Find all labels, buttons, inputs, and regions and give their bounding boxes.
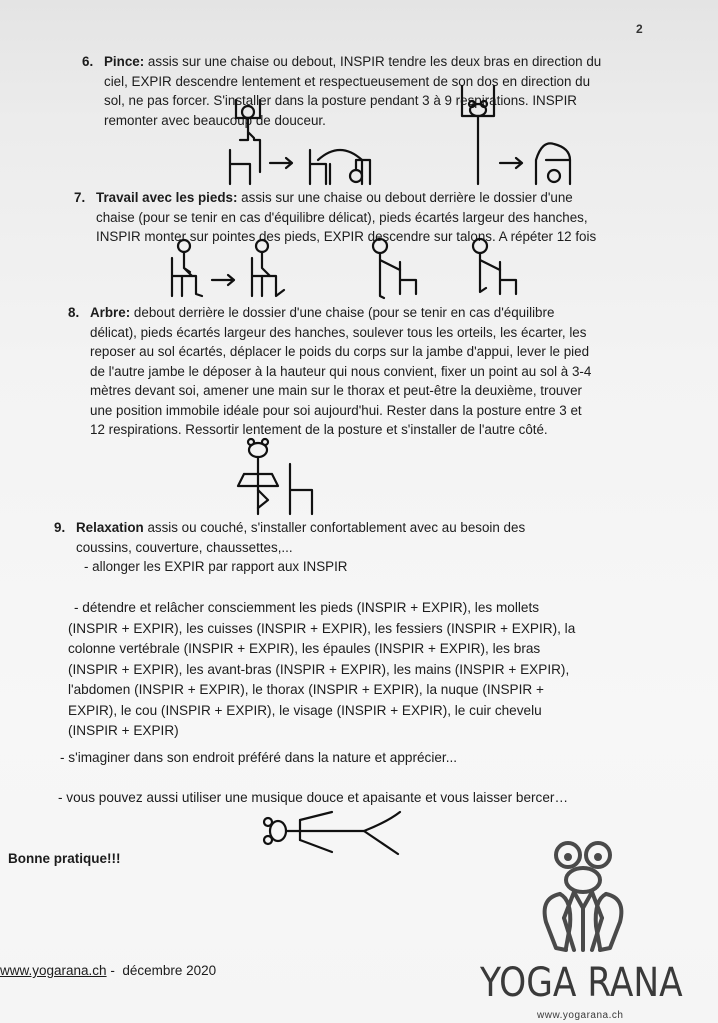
exercise-text: 12 respirations. Ressortir lentement de la posture et s'installer de l'autre côté. [90,422,548,437]
paragraph-line: EXPIR), le cou (INSPIR + EXPIR), le visage (INSPIR + EXPIR), le cuir chevelu [68,702,542,718]
music-line: - vous pouvez aussi utiliser une musique douce et apaisante et vous laisser bercer… [58,790,569,805]
pince-illustration [230,100,570,190]
exercise-number: 8. [68,305,80,320]
exercise-text: reposer au sol écartés, déplacer le poids du corps sur la jambe d'appui, lever le pied [90,344,590,359]
arrow-icon [212,275,234,285]
exercise-text: chaise (pour se tenir en cas d'équilibre délicat), pieds écartés largeur des hanches, [96,209,588,225]
page-number: 2 [636,22,643,36]
exercise-number: 7. [74,190,86,205]
seated-figure-arms-up [230,100,260,184]
exercise-7 [74,188,597,247]
lying-frog-figure [264,812,400,854]
standing-figure-tiptoe [473,239,516,294]
exercise-text: INSPIR monter sur pointes des pieds, EXPIR descendre sur talons. A répéter 12 fois [96,229,597,244]
logo-url: www.yogarana.ch [537,1010,624,1021]
exercise-text: coussins, couverture, chaussettes,... [76,539,293,555]
standing-figure-flat-feet [373,239,416,298]
exercise-title: Arbre: [90,305,131,320]
footer-date: décembre 2020 [122,963,217,978]
tree-pose-frog-figure [238,439,278,514]
seated-figure-folded [310,150,370,184]
exercise-text: remonter avec beaucoup de douceur. [104,112,326,128]
imagine-line: - s'imaginer dans son endroit préféré dans la nature et apprécier... [60,750,458,765]
paragraph-line: colonne vertébrale (INSPIR + EXPIR), les épaules (INSPIR + EXPIR), les bras [68,641,541,656]
arrow-icon [500,158,522,168]
exercise-number: 9. [54,520,66,535]
exercise-text: sol, ne pas forcer. S'installer dans la posture pendant 3 à 9 respirations. INSPIR [104,93,577,108]
frog-icon [540,838,640,956]
exercise-number: 6. [82,54,94,69]
arrow-icon [270,158,292,168]
seated-figure-flat-feet [172,240,202,296]
tree-pose-illustration [238,438,328,518]
exercise-title: Travail avec les pieds: [96,190,238,205]
exercise-text: - allonger les EXPIR par rapport aux INSPIR [84,559,348,574]
standing-figure-folded [536,143,570,184]
paragraph-line: (INSPIR + EXPIR) [68,723,179,738]
paragraph-line: (INSPIR + EXPIR), les cuisses (INSPIR + EXPIR), les fessiers (INSPIR + EXPIR), la [68,620,576,636]
relaxation-paragraph [68,598,575,742]
exercise-text: ciel, EXPIR descendre lentement et respectueusement de son dos en direction du [104,73,591,89]
exercise-text: une position immobile idéale pour soi aujourd'hui. Rester dans la posture entre 3 et [90,402,582,418]
standing-figure-arms-up [462,86,494,184]
exercise-text: debout derrière le dossier d'une chaise (pour se tenir en cas d'équilibre [133,305,555,320]
seated-figure-tiptoe [252,240,284,296]
footer [0,963,216,978]
exercise-8 [68,303,592,440]
logo-name: YOGA RANA [480,960,683,1006]
chair [290,464,312,514]
exercise-text: assis sur une chaise ou debout derrière le dossier d'une [241,190,573,205]
exercise-9 [54,518,526,577]
paragraph-line: l'abdomen (INSPIR + EXPIR), le thorax (INSPIR + EXPIR), la nuque (INSPIR + [68,682,544,697]
exercise-text: mètres devant soi, amener une main sur le thorax et peut-être la deuxième, trouver [90,383,582,398]
exercise-text: assis ou couché, s'installer confortablement avec au besoin des [143,520,526,535]
exercise-text: de l'autre jambe le déposer à la hauteur qui nous convient, fixer un point au sol à 3-4 [90,363,592,379]
paragraph-line: - détendre et relâcher consciemment les pieds (INSPIR + EXPIR), les mollets [74,600,540,615]
exercise-title: Relaxation [76,520,144,535]
footer-separator: - [106,963,123,978]
exercise-text: assis sur une chaise ou debout, INSPIR tendre les deux bras en direction du [147,54,602,69]
feet-work-illustration [172,240,532,310]
closing-text: Bonne pratique!!! [8,851,121,866]
lying-frog-illustration [262,810,412,860]
website-link[interactable]: www.yogarana.ch [0,963,107,978]
exercise-title: Pince: [104,54,145,69]
paragraph-line: (INSPIR + EXPIR), les avant-bras (INSPIR + EXPIR), les mains (INSPIR + EXPIR), [68,661,570,677]
exercise-text: délicat), pieds écartés largeur des hanches, soulever tous les orteils, les écarter, les [90,324,587,340]
